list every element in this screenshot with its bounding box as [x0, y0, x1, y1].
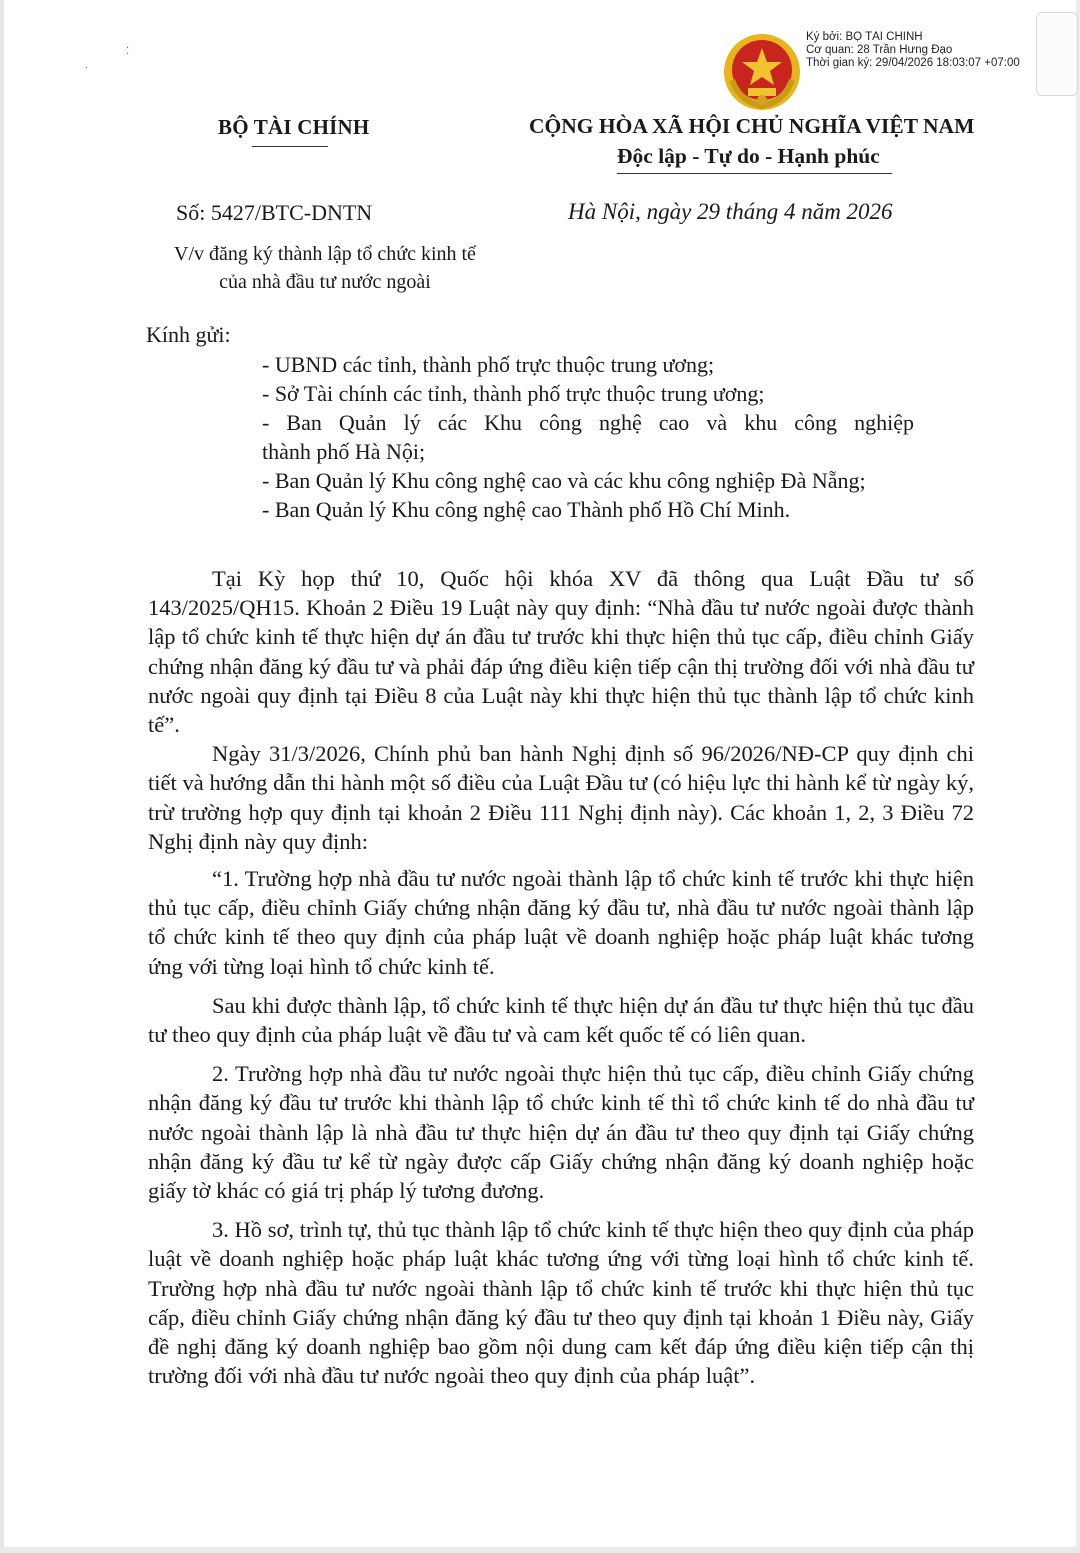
recipients-label: Kính gửi: — [146, 322, 231, 347]
quoted-paragraph: 2. Trường hợp nhà đầu tư nước ngoài thực hiện thủ tục cấp, điều chỉnh Giấy chứng nhận đăng ký đầu tư trước khi thành lập tổ chức kinh tế thì tổ chức kinh tế do nhà đầu tư nước ngoài thành lập là nhà đầu tư thực hiện dự án đầu tư theo quy định tại Giấy chứng nhận đăng ký đầu tư kể từ ngày được cấp Giấy chứng nhận đăng ký doanh nghiệp hoặc giấy tờ khác có giá trị pháp lý tương đương. — [148, 1061, 974, 1204]
signature-agency: Cơ quan: 28 Trần Hưng Đạo — [806, 44, 953, 56]
scan-speck: · — [85, 63, 89, 74]
quoted-paragraph: 3. Hồ sơ, trình tự, thủ tục thành lập tổ chức kinh tế thực hiện theo quy định của pháp luật về doanh nghiệp hoặc pháp luật khác tương ứng với từng loại hình tổ chức kinh tế. Trường hợp nhà đầu tư nước ngoài thành lập tổ chức kinh tế trước khi thực hiện thủ tục cấp, điều chỉnh Giấy chứng nhận đăng ký đầu tư theo quy định tại khoản 1 Điều này, Giấy đề nghị đăng ký doanh nghiệp bao gồm nội dung cam kết đáp ứng điều kiện tiếp cận thị trường đối với nhà đầu tư nước ngoài theo quy định của pháp luật”. — [148, 1217, 974, 1389]
document-subject — [140, 240, 510, 296]
quoted-paragraph: “1. Trường hợp nhà đầu tư nước ngoài thành lập tổ chức kinh tế trước khi thực hiện thủ tục cấp, điều chỉnh Giấy chứng nhận đăng ký đầu tư, nhà đầu tư nước ngoài thành lập tổ chức kinh tế theo quy định của pháp luật về doanh nghiệp hoặc pháp luật khác tương ứng với từng loại hình tổ chức kinh tế. — [148, 866, 974, 979]
document-body — [148, 564, 974, 1390]
recipient-item: - Sở Tài chính các tỉnh, thành phố trực thuộc trung ương; — [262, 381, 765, 406]
national-title: CỘNG HÒA XÃ HỘI CHỦ NGHĨA VIỆT NAM — [529, 114, 975, 138]
national-emblem-icon — [718, 30, 806, 114]
place-date: Hà Nội, ngày 29 tháng 4 năm 2026 — [568, 199, 893, 224]
body-paragraph: Tại Kỳ họp thứ 10, Quốc hội khóa XV đã thông qua Luật Đầu tư số 143/2025/QH15. Khoản 2 Điều 19 Luật này quy định: “Nhà đầu tư nước ngoài được thành lập tổ chức kinh tế thực hiện dự án đầu tư trước khi thực hiện thủ tục cấp, điều chỉnh Giấy chứng nhận đăng ký đầu tư và phải đáp ứng điều kiện tiếp cận thị trường đối với nhà đầu tư nước ngoài quy định tại Điều 8 của Luật này khi thực hiện thủ tục thành lập tổ chức kinh tế”. — [148, 566, 974, 738]
issuing-agency: BỘ TÀI CHÍNH — [218, 115, 370, 139]
recipient-item: - UBND các tỉnh, thành phố trực thuộc trung ương; — [262, 352, 715, 377]
scan-edge-left — [0, 0, 4, 1553]
scan-edge-bottom — [0, 1547, 1080, 1553]
scan-speck: ⁚ — [126, 46, 130, 57]
recipient-item: - Ban Quản lý các Khu công nghệ cao và khu công nghiệp — [262, 410, 914, 435]
national-motto: Độc lập - Tự do - Hạnh phúc — [617, 144, 880, 168]
subject-line: V/v đăng ký thành lập tổ chức kinh tế — [174, 243, 476, 265]
document-number: Số: 5427/BTC-DNTN — [176, 200, 373, 225]
recipients-list — [262, 350, 914, 524]
recipient-item: - Ban Quản lý Khu công nghệ cao Thành phố Hồ Chí Minh. — [262, 497, 791, 522]
motto-underline — [617, 173, 892, 174]
agency-underline — [252, 146, 328, 147]
recipient-item-continued: thành phố Hà Nội; — [262, 439, 426, 464]
signature-signer: Ký bởi: BỘ TÀI CHÍNH — [806, 31, 923, 43]
digital-signature-info — [806, 31, 1046, 70]
body-paragraph: Ngày 31/3/2026, Chính phủ ban hành Nghị định số 96/2026/NĐ-CP quy định chi tiết và hướng dẫn thi hành một số điều của Luật Đầu tư (có hiệu lực thi hành kể từ ngày ký, trừ trường hợp quy định tại khoản 2 Điều 111 Nghị định này). Các khoản 1, 2, 3 Điều 72 Nghị định này quy định: — [148, 741, 974, 854]
subject-line: của nhà đầu tư nước ngoài — [219, 271, 431, 293]
scan-edge-right — [1076, 0, 1080, 1553]
signature-time: Thời gian ký: 29/04/2026 18:03:07 +07:00 — [806, 57, 1020, 69]
recipient-item: - Ban Quản lý Khu công nghệ cao và các khu công nghiệp Đà Nẵng; — [262, 468, 866, 493]
quoted-paragraph: Sau khi được thành lập, tổ chức kinh tế thực hiện dự án đầu tư thực hiện thủ tục đầu tư theo quy định của pháp luật về đầu tư và cam kết quốc tế có liên quan. — [148, 992, 974, 1048]
